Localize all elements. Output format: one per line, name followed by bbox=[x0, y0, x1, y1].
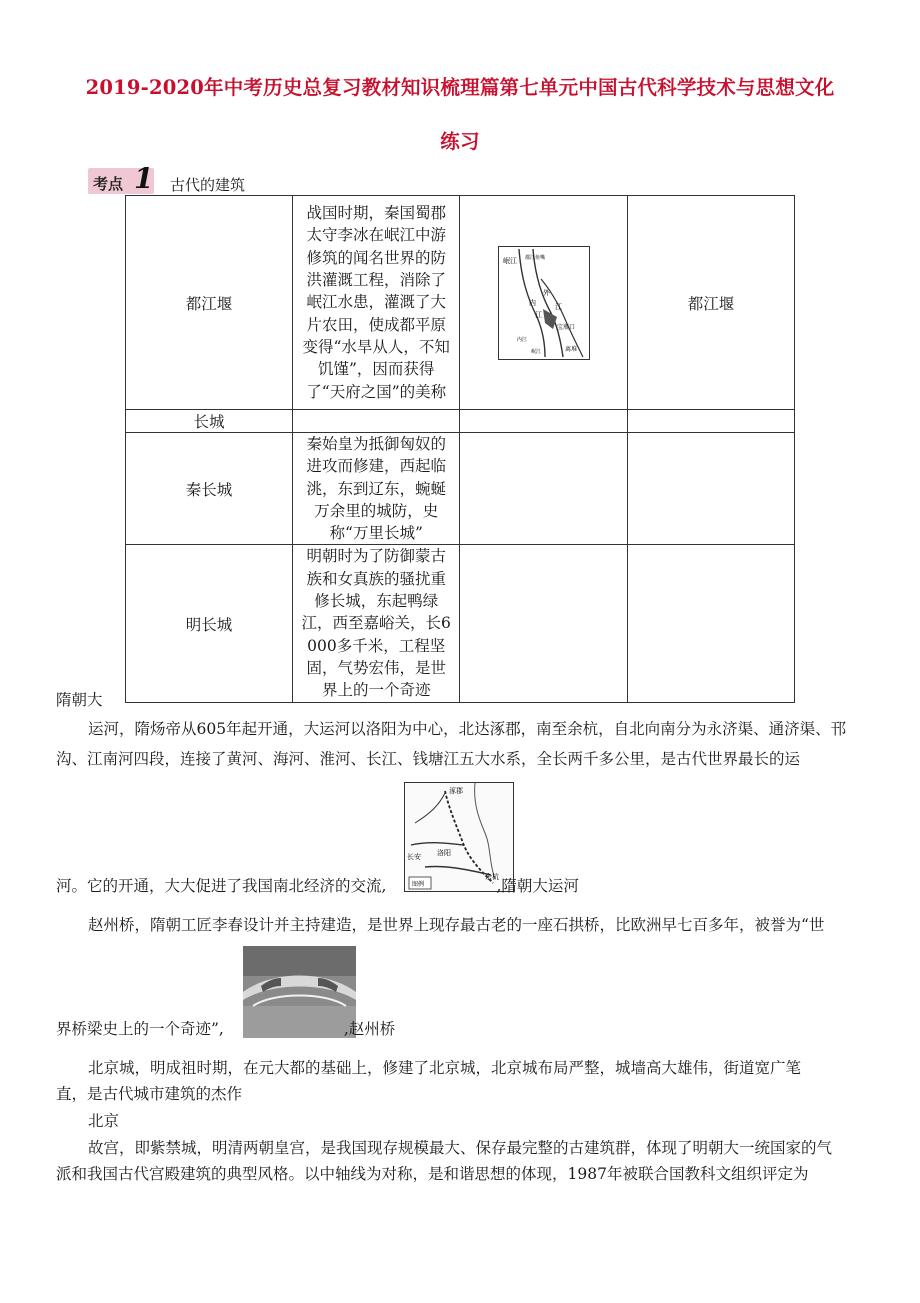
yongji-canal bbox=[415, 793, 445, 823]
canal-heading: 隋朝大 bbox=[56, 691, 103, 709]
section-badge-text: 考点 bbox=[93, 175, 124, 193]
bridge-paragraph-end bbox=[56, 1016, 395, 1042]
map-label-changan: 长安 bbox=[407, 853, 421, 861]
map-label-yuzui: 都江鱼嘴 bbox=[524, 254, 545, 261]
table-cell-image bbox=[460, 545, 628, 702]
canal-route bbox=[445, 791, 493, 883]
map-label-minjiang: 岷江 bbox=[502, 256, 517, 265]
table-cell-caption bbox=[627, 545, 794, 702]
palace-paragraph: 故宫，即紫禁城，明清两朝皇宫，是我国现存规模最大、保存最完整的古建筑群，体现了明朝大一统国家的气 bbox=[88, 1139, 833, 1157]
section-badge bbox=[88, 162, 154, 195]
description-text: 秦始皇为抵御匈奴的进攻而修建，西起临洮，东到辽东，蜿蜒万余里的城防，史称“万里长城” bbox=[306, 435, 446, 543]
table-cell-description bbox=[293, 433, 460, 545]
bridge-paragraph: 赵州桥，隋朝工匠李春设计并主持建造，是世界上现存最古老的一座石拱桥，比欧洲早七百多年，被誉为“世 bbox=[88, 916, 825, 934]
beijing-paragraph-end: 直，是古代城市建筑的杰作 bbox=[56, 1085, 243, 1103]
beijing-paragraph: 北京城，明成祖时期，在元大都的基础上，修建了北京城，北京城布局严整，城墙高大雄伟，街道宽广笔 bbox=[88, 1059, 802, 1077]
map-label-minjiang-south: 岷江 bbox=[530, 348, 541, 355]
canal-paragraph: 运河，隋炀帝从605年起开通，大运河以洛阳为中心，北达涿郡，南至余杭，自北向南分为永济渠、通济渠、邗沟、江南河四段，连接了黄河、海河、淮河、长江、钱塘江五大水系，全长两千多公里，是古代世界最长的运 bbox=[56, 720, 847, 768]
map-label-luoyang: 洛阳 bbox=[437, 849, 451, 857]
yellow-river bbox=[411, 843, 463, 845]
canal-caption: ,隋朝大运河 bbox=[496, 877, 579, 895]
table-cell-name: 都江堰 bbox=[126, 196, 293, 410]
canal-paragraph-end bbox=[56, 873, 579, 899]
palace-paragraph-end: 派和我国古代宫殿建筑的典型风格。以中轴线为对称，是和谐思想的体现，1987年被联合国教科文组织评定为 bbox=[56, 1165, 809, 1183]
map-label-neijiang: 内江 bbox=[516, 336, 527, 343]
section-label: 古代的建筑 bbox=[170, 176, 246, 194]
table-cell-image bbox=[460, 410, 628, 433]
table-row bbox=[126, 545, 795, 702]
table-cell-image bbox=[460, 433, 628, 545]
map-label-zhuojun: 涿郡 bbox=[449, 787, 463, 795]
map-legend-label: 图例 bbox=[412, 881, 425, 888]
table-cell-description bbox=[293, 196, 460, 410]
description-text: 战国时期，秦国蜀郡太守李冰在岷江中游修筑的闻名世界的防洪灌溉工程，消除了岷江水患，灌溉了大片农田，使成都平原变得“水旱从人，不知饥馑”，因而获得了“天府之国”的美称 bbox=[302, 204, 450, 401]
table-cell-name: 明长城 bbox=[126, 545, 293, 702]
map-label-jiang2: 江 bbox=[534, 310, 542, 319]
document-title-line2: 练习 bbox=[440, 130, 480, 153]
beijing-label: 北京 bbox=[88, 1112, 120, 1130]
bridge-caption: ,赵州桥 bbox=[343, 1020, 396, 1038]
tree-line bbox=[243, 946, 356, 976]
architecture-table bbox=[125, 195, 795, 703]
coastline bbox=[475, 783, 495, 879]
description-text: 明朝时为了防御蒙古族和女真族的骚扰重修长城，东起鸭绿江，西至嘉峪关，长6 000多千米，工程坚固，气势宏伟，是世界上的一个奇迹 bbox=[301, 547, 451, 700]
table-cell-caption bbox=[627, 433, 794, 545]
table-cell-description bbox=[293, 545, 460, 702]
table-cell-image bbox=[460, 196, 628, 410]
table-row bbox=[126, 433, 795, 545]
table-cell-name: 长城 bbox=[126, 410, 293, 433]
bridge-text-before: 界桥梁史上的一个奇迹”, bbox=[56, 1020, 224, 1038]
document-title: 2019-2020年中考历史总复习教材知识梳理篇第七单元中国古代科学技术与思想文化 bbox=[85, 76, 835, 99]
canal-text-before: 河。它的开通，大大促进了我国南北经济的交流, bbox=[56, 877, 387, 895]
table-cell-name: 秦长城 bbox=[126, 433, 293, 545]
map-label-yuhang: 余杭 bbox=[485, 873, 499, 881]
map-label-baopingkou: 宝瓶口 bbox=[556, 323, 575, 331]
map-label-nei: 内 bbox=[528, 298, 536, 307]
table-cell-caption: 都江堰 bbox=[627, 196, 794, 410]
map-label-jiang1: 江 bbox=[554, 302, 562, 311]
table-row bbox=[126, 410, 795, 433]
map-label-wai: 外 bbox=[542, 288, 550, 297]
table-cell-description bbox=[293, 410, 460, 433]
table-row bbox=[126, 196, 795, 410]
dujiangyan-map bbox=[498, 246, 590, 360]
map-label-lidui: 离堆 bbox=[564, 345, 577, 353]
table-cell-caption bbox=[627, 410, 794, 433]
section-badge-number: 1 bbox=[134, 162, 154, 195]
